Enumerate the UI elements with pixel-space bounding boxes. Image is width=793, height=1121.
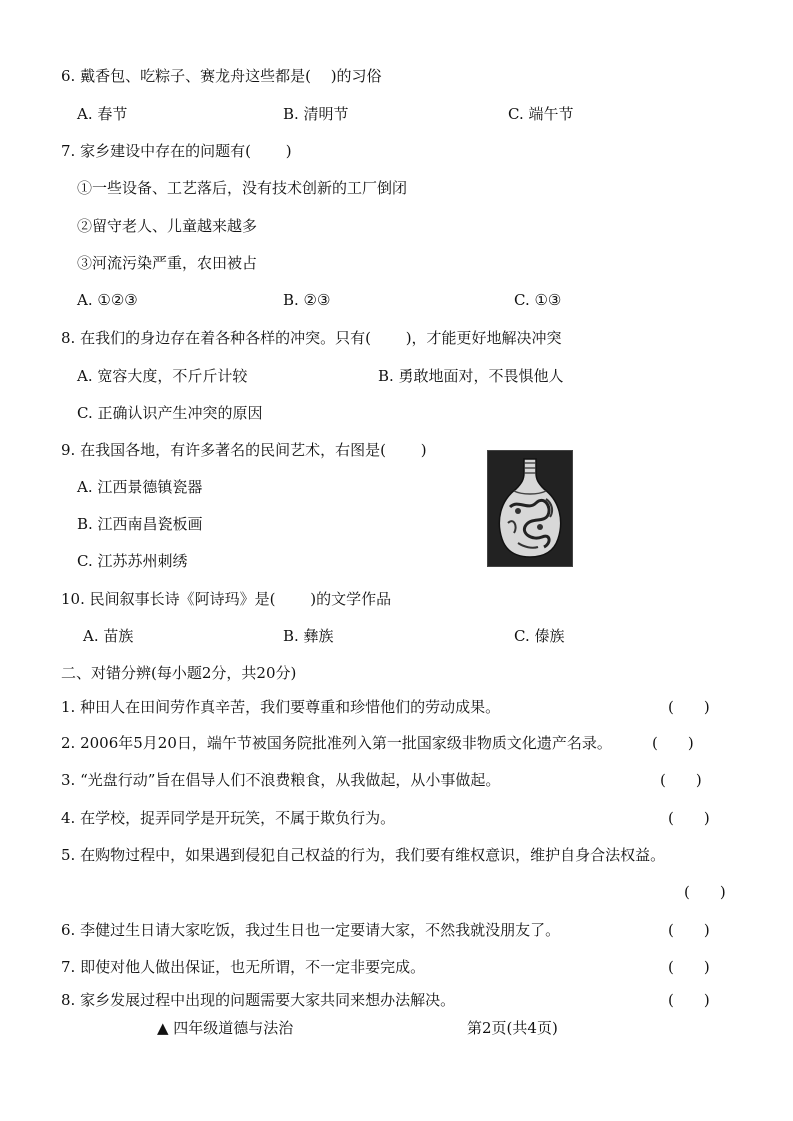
question-6-stem: 6. 戴香包、吃粽子、赛龙舟这些都是( )的习俗: [61, 67, 382, 85]
tf-item-7-answer-paren: ( ): [668, 958, 710, 976]
question-6-option-b: B. 清明节: [283, 105, 349, 123]
question-10-stem: 10. 民间叙事长诗《阿诗玛》是( )的文学作品: [61, 590, 392, 608]
tf-item-8-answer-paren: ( ): [668, 991, 710, 1009]
tf-item-6-answer-paren: ( ): [668, 921, 710, 939]
footer-subject: ▲ 四年级道德与法治: [157, 1019, 294, 1037]
tf-item-2: 2. 2006年5月20日，端午节被国务院批准列入第一批国家级非物质文化遗产名录。: [61, 734, 612, 752]
question-10-option-c: C. 傣族: [514, 627, 565, 645]
tf-item-4-answer-paren: ( ): [668, 809, 710, 827]
question-9-option-b: B. 江西南昌瓷板画: [77, 515, 203, 533]
tf-item-5: 5. 在购物过程中，如果遇到侵犯自己权益的行为，我们要有维权意识，维护自身合法权益。: [61, 846, 666, 864]
tf-item-2-answer-paren: ( ): [652, 734, 694, 752]
question-9-option-c: C. 江苏苏州刺绣: [77, 552, 188, 570]
vase-illustration: [488, 451, 572, 566]
tf-item-7: 7. 即使对他人做出保证，也无所谓，不一定非要完成。: [61, 958, 426, 976]
tf-item-5-answer-paren: ( ): [684, 883, 726, 901]
question-7-option-b: B. ②③: [283, 291, 331, 309]
question-6-option-c: C. 端午节: [508, 105, 574, 123]
tf-item-8: 8. 家乡发展过程中出现的问题需要大家共同来想办法解决。: [61, 991, 456, 1009]
tf-item-1: 1. 种田人在田间劳作真辛苦，我们要尊重和珍惜他们的劳动成果。: [61, 698, 501, 716]
question-7-stem: 7. 家乡建设中存在的问题有( ): [61, 142, 292, 160]
question-10-option-b: B. 彝族: [283, 627, 334, 645]
question-9-stem: 9. 在我国各地，有许多著名的民间艺术，右图是( ): [61, 441, 427, 459]
tf-item-3-answer-paren: ( ): [660, 771, 702, 789]
question-8-option-a: A. 宽容大度，不斤斤计较: [77, 367, 248, 385]
tf-item-4: 4. 在学校，捉弄同学是开玩笑，不属于欺负行为。: [61, 809, 396, 827]
tf-item-3: 3. “光盘行动”旨在倡导人们不浪费粮食，从我做起，从小事做起。: [61, 771, 501, 789]
tf-item-6: 6. 李健过生日请大家吃饭，我过生日也一定要请大家，不然我就没朋友了。: [61, 921, 561, 939]
tf-item-1-answer-paren: ( ): [668, 698, 710, 716]
question-8-stem: 8. 在我们的身边存在着各种各样的冲突。只有( )，才能更好地解决冲突: [61, 329, 562, 347]
question-8-option-b: B. 勇敢地面对，不畏惧他人: [378, 367, 564, 385]
question-7-item-1: ①一些设备、工艺落后，没有技术创新的工厂倒闭: [77, 179, 408, 197]
footer-page-number: 第2页(共4页): [467, 1019, 558, 1037]
question-9-option-a: A. 江西景德镇瓷器: [77, 478, 203, 496]
question-7-item-3: ③河流污染严重，农田被占: [77, 254, 258, 272]
question-10-option-a: A. 苗族: [83, 627, 134, 645]
section-2-title: 二、对错分辨(每小题2分，共20分): [61, 664, 297, 682]
question-7-option-c: C. ①③: [514, 291, 562, 309]
question-6-option-a: A. 春节: [77, 105, 128, 123]
porcelain-vase-image: [487, 450, 573, 567]
question-7-option-a: A. ①②③: [77, 291, 138, 309]
question-7-item-2: ②留守老人、儿童越来越多: [77, 217, 258, 235]
question-8-option-c: C. 正确认识产生冲突的原因: [77, 404, 263, 422]
